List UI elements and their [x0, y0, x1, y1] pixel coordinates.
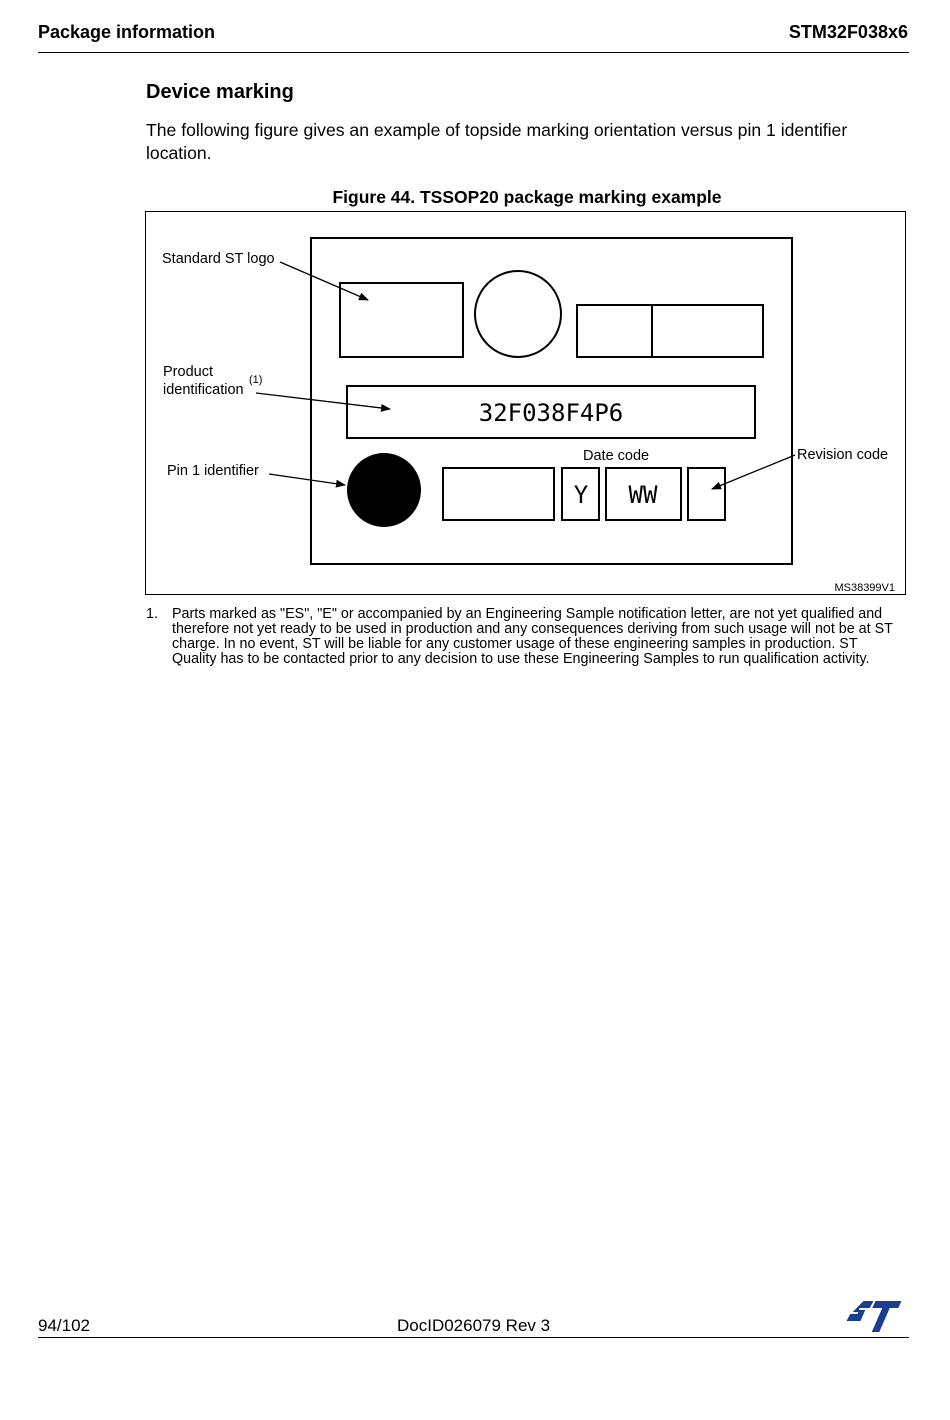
page-number: 94/102 — [38, 1316, 90, 1335]
footnote-text: Parts marked as "ES", "E" or accompanied by an Engineering Sample notification letter, are not yet qualified and therefore not yet ready to be used in production and any consequences deriving from such usage will not be at ST charge. In no event, ST will be liable for any customer usage of these engineering samples in production. ST Quality has to be contacted prior to any decision to use these Engineering Samples to run qualification activity. — [172, 606, 893, 667]
arrow-pin1 — [269, 474, 345, 485]
st-logo-box — [340, 283, 463, 357]
arrow-standard-logo — [280, 262, 368, 300]
label-standard-logo: Standard ST logo — [162, 251, 275, 267]
marking-box-bottom — [443, 468, 554, 520]
header-section-title: Package information — [38, 22, 216, 42]
arrow-product-id — [256, 393, 390, 409]
footer-rule — [38, 1337, 909, 1338]
figure-id: MS38399V1 — [834, 582, 895, 594]
footnote-number: 1. — [146, 606, 158, 622]
label-date-code: Date code — [583, 448, 650, 464]
label-revision-code: Revision code — [797, 447, 889, 463]
year-marking: Y — [573, 481, 589, 509]
figure-caption: Figure 44. TSSOP20 package marking example — [332, 187, 722, 207]
week-marking: WW — [628, 481, 658, 509]
marking-figure — [145, 211, 906, 595]
label-product-id-line1: Product — [163, 364, 213, 380]
product-id-marking: 32F038F4P6 — [478, 399, 624, 427]
label-pin1: Pin 1 identifier — [167, 463, 259, 479]
label-product-id-line2: identification — [163, 382, 244, 398]
marking-diagram — [146, 212, 907, 596]
marking-box-right-a — [577, 305, 652, 357]
marking-box-right-b — [652, 305, 763, 357]
intro-paragraph: The following figure gives an example of topside marking orientation versus pin 1 identifier location. — [146, 120, 848, 163]
pin1-dot — [347, 453, 421, 527]
doc-id: DocID026079 Rev 3 — [397, 1316, 551, 1335]
section-title: Device marking — [146, 81, 294, 103]
revision-box — [688, 468, 725, 520]
label-product-id-note: (1) — [249, 374, 263, 386]
header-rule — [38, 52, 909, 53]
header-product-name: STM32F038x6 — [788, 22, 908, 42]
mold-circle — [475, 271, 561, 357]
st-logo-icon — [846, 1299, 904, 1335]
